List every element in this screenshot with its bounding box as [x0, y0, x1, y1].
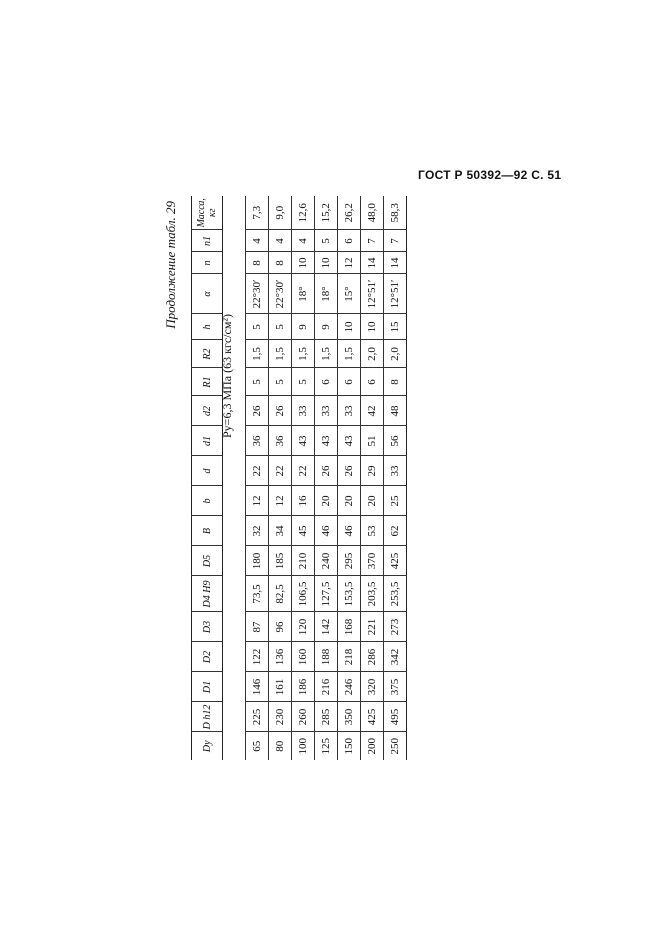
table-row: [269, 196, 292, 760]
col-header: D1: [192, 672, 223, 702]
cell: 14: [361, 252, 384, 274]
cell: 10: [361, 314, 384, 340]
cell: 9: [292, 314, 315, 340]
cell: 22: [292, 456, 315, 486]
cell: 285: [315, 702, 338, 732]
cell: 33: [338, 396, 361, 426]
cell: 48: [384, 396, 407, 426]
cell: 45: [292, 516, 315, 546]
cell: 120: [292, 612, 315, 642]
col-header: D5: [192, 546, 223, 576]
cell: 168: [338, 612, 361, 642]
cell: 136: [269, 642, 292, 672]
cell: 36: [269, 426, 292, 456]
cell: 127,5: [315, 576, 338, 612]
cell-dy: 150: [338, 732, 361, 760]
cell-dy: 80: [269, 732, 292, 760]
cell: 240: [315, 546, 338, 576]
cell: 253,5: [384, 576, 407, 612]
cell: 160: [292, 642, 315, 672]
col-header: b: [192, 486, 223, 516]
cell: 7: [361, 230, 384, 252]
cell-mass: 7,3: [246, 196, 269, 230]
cell-mass: 26,2: [338, 196, 361, 230]
cell: 106,5: [292, 576, 315, 612]
cell: 5: [315, 230, 338, 252]
cell: 203,5: [361, 576, 384, 612]
col-header: R1: [192, 368, 223, 396]
cell: 370: [361, 546, 384, 576]
cell: 320: [361, 672, 384, 702]
cell: 12: [338, 252, 361, 274]
cell: 16: [292, 486, 315, 516]
cell: 43: [315, 426, 338, 456]
cell: 4: [292, 230, 315, 252]
cell: 2,0: [361, 340, 384, 368]
cell: 7: [384, 230, 407, 252]
cell: 15°: [338, 274, 361, 314]
cell: 25: [384, 486, 407, 516]
col-header: d1: [192, 426, 223, 456]
cell: 286: [361, 642, 384, 672]
cell-mass: 15,2: [315, 196, 338, 230]
cell: 62: [384, 516, 407, 546]
table-caption: Продолжение табл. 29: [163, 201, 178, 329]
cell-dy: 125: [315, 732, 338, 760]
flange-dimensions-table: [191, 196, 407, 760]
cell: 5: [246, 314, 269, 340]
col-header: h: [192, 314, 223, 340]
col-header: Масса, кг: [192, 196, 223, 230]
cell: 5: [246, 368, 269, 396]
cell: 1,5: [292, 340, 315, 368]
cell: 216: [315, 672, 338, 702]
cell: 4: [269, 230, 292, 252]
col-header: n: [192, 252, 223, 274]
cell: 22: [246, 456, 269, 486]
table-row: [315, 196, 338, 760]
cell: 425: [361, 702, 384, 732]
cell-dy: 200: [361, 732, 384, 760]
cell: 22°30′: [269, 274, 292, 314]
cell: 10: [315, 252, 338, 274]
cell: 6: [361, 368, 384, 396]
cell: 161: [269, 672, 292, 702]
cell: 2,0: [384, 340, 407, 368]
cell: 5: [269, 314, 292, 340]
cell: 122: [246, 642, 269, 672]
cell: 9: [315, 314, 338, 340]
cell: 5: [292, 368, 315, 396]
pressure-note: Pу=6,3 МПа (63 кгс/см²): [220, 313, 234, 438]
cell: 43: [292, 426, 315, 456]
cell: 6: [338, 230, 361, 252]
cell-mass: 12,6: [292, 196, 315, 230]
cell: 26: [246, 396, 269, 426]
col-header: D4 H9: [192, 576, 223, 612]
cell: 53: [361, 516, 384, 546]
table-row: [361, 196, 384, 760]
cell: 33: [384, 456, 407, 486]
cell: 8: [269, 252, 292, 274]
cell: 221: [361, 612, 384, 642]
cell: 20: [315, 486, 338, 516]
col-header: D h12: [192, 702, 223, 732]
cell: 26: [315, 456, 338, 486]
cell: 1,5: [315, 340, 338, 368]
cell: 8: [246, 252, 269, 274]
cell: 29: [361, 456, 384, 486]
cell-dy: 100: [292, 732, 315, 760]
cell-dy: 250: [384, 732, 407, 760]
cell: 12: [246, 486, 269, 516]
cell: 20: [361, 486, 384, 516]
cell: 1,5: [269, 340, 292, 368]
page-header: ГОСТ Р 50392—92 С. 51: [418, 168, 562, 182]
cell: 10: [338, 314, 361, 340]
cell-mass: 9,0: [269, 196, 292, 230]
cell: 153,5: [338, 576, 361, 612]
cell: 46: [315, 516, 338, 546]
cell: 34: [269, 516, 292, 546]
cell: 246: [338, 672, 361, 702]
pressure-row: [223, 196, 246, 760]
cell: 51: [361, 426, 384, 456]
col-header: R2: [192, 340, 223, 368]
cell: 295: [338, 546, 361, 576]
col-header: D3: [192, 612, 223, 642]
table-row: [246, 196, 269, 760]
cell: 350: [338, 702, 361, 732]
cell: 142: [315, 612, 338, 642]
cell: 20: [338, 486, 361, 516]
cell: 36: [246, 426, 269, 456]
cell: 14: [384, 252, 407, 274]
cell: 260: [292, 702, 315, 732]
cell: 46: [338, 516, 361, 546]
cell: 4: [246, 230, 269, 252]
cell: 210: [292, 546, 315, 576]
col-header: Dу: [192, 732, 223, 760]
cell: 12°51′: [384, 274, 407, 314]
cell: 1,5: [246, 340, 269, 368]
cell: 342: [384, 642, 407, 672]
cell: 15: [384, 314, 407, 340]
cell: 225: [246, 702, 269, 732]
cell: 18°: [315, 274, 338, 314]
cell-mass: 58,3: [384, 196, 407, 230]
col-header: α: [192, 274, 223, 314]
col-header: B: [192, 516, 223, 546]
rotated-table-block: [165, 195, 435, 760]
cell: 495: [384, 702, 407, 732]
cell-dy: 65: [246, 732, 269, 760]
cell: 180: [246, 546, 269, 576]
cell-mass: 48,0: [361, 196, 384, 230]
cell: 230: [269, 702, 292, 732]
cell: 56: [384, 426, 407, 456]
cell: 12: [269, 486, 292, 516]
table-header-row: [192, 196, 223, 760]
cell: 43: [338, 426, 361, 456]
cell: 73,5: [246, 576, 269, 612]
cell: 186: [292, 672, 315, 702]
cell: 218: [338, 642, 361, 672]
cell: 32: [246, 516, 269, 546]
cell: 87: [246, 612, 269, 642]
col-header: d: [192, 456, 223, 486]
table-row: [338, 196, 361, 760]
cell: 188: [315, 642, 338, 672]
cell: 10: [292, 252, 315, 274]
cell: 185: [269, 546, 292, 576]
cell: 146: [246, 672, 269, 702]
cell: 18°: [292, 274, 315, 314]
cell: 375: [384, 672, 407, 702]
cell: 12°51′: [361, 274, 384, 314]
cell: 273: [384, 612, 407, 642]
col-header: n1: [192, 230, 223, 252]
cell: 33: [315, 396, 338, 426]
cell: 8: [384, 368, 407, 396]
table-row: [384, 196, 407, 760]
cell: 5: [269, 368, 292, 396]
cell: 26: [338, 456, 361, 486]
cell: 1,5: [338, 340, 361, 368]
cell: 82,5: [269, 576, 292, 612]
cell: 425: [384, 546, 407, 576]
cell: 22°30′: [246, 274, 269, 314]
col-header: d2: [192, 396, 223, 426]
cell: 42: [361, 396, 384, 426]
cell: 26: [269, 396, 292, 426]
cell: 22: [269, 456, 292, 486]
cell: 6: [338, 368, 361, 396]
cell: 6: [315, 368, 338, 396]
col-header: D2: [192, 642, 223, 672]
cell: 96: [269, 612, 292, 642]
cell: 33: [292, 396, 315, 426]
table-row: [292, 196, 315, 760]
